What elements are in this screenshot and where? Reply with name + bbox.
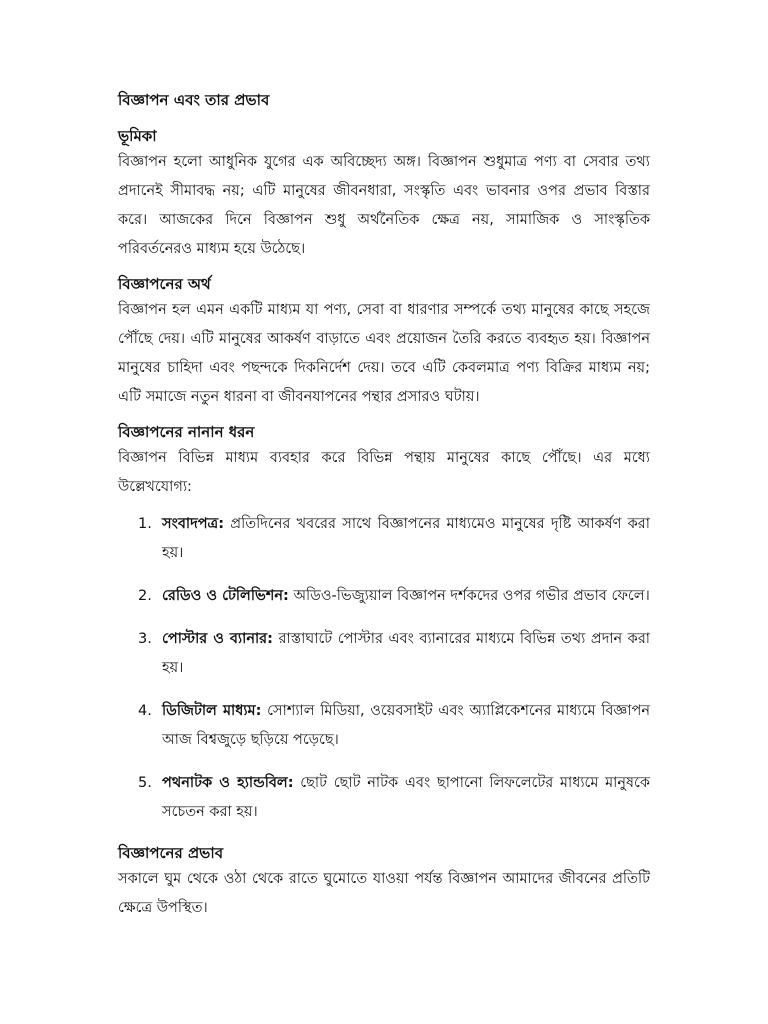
list-item-newspaper [118,510,650,568]
section-heading-impact: বিজ্ঞাপনের প্রভাব [118,844,224,862]
section-heading-introduction: ভূমিকা [118,127,157,145]
list-term: পথনাটক ও হ্যান্ডবিল: [162,775,294,791]
section-meaning [118,272,650,412]
list-text: সোশ্যাল মিডিয়া, ওয়েবসাইট এবং অ্যাপ্লিকেশনের মাধ্যমে বিজ্ঞাপন আজ বিশ্বজুড়ে ছড়িয়ে পড়েছে। [162,703,650,748]
list-term: রেডিও ও টেলিভিশন: [162,588,289,604]
document-title: বিজ্ঞাপন এবং তার প্রভাব [118,91,270,109]
list-item-digital [118,697,650,755]
list-term: ডিজিটাল মাধ্যম: [162,703,262,719]
section-paragraph-introduction: বিজ্ঞাপন হলো আধুনিক যুগের এক অবিচ্ছেদ্য অঙ্গ। বিজ্ঞাপন শুধুমাত্র পণ্য বা সেবার তথ্য প্রদানেই সীমাবদ্ধ নয়; এটি মানুষের জীবনধারা, সংস্কৃতি এবং ভাবনার ওপর প্রভাব বিস্তার করে। আজকের দিনে বিজ্ঞাপন শুধু অর্থনৈতিক ক্ষেত্র নয়, সামাজিক ও সাংস্কৃতিক পরিবর্তনেরও মাধ্যম হয়ে উঠেছে। [118,154,650,257]
section-types [118,420,650,827]
list-text: ছোট ছোট নাটক এবং ছাপানো লিফলেটের মাধ্যমে মানুষকে সচেতন করা হয়। [162,775,650,820]
advertising-types-list [118,510,650,827]
list-number: 3. [138,631,152,647]
section-paragraph-meaning: বিজ্ঞাপন হল এমন একটি মাধ্যম যা পণ্য, সেবা বা ধারণার সম্পর্কে তথ্য মানুষের কাছে সহজে পৌঁছে দেয়। এটি মানুষের আকর্ষণ বাড়াতে এবং প্রয়োজন তৈরি করতে ব্যবহৃত হয়। বিজ্ঞাপন মানুষের চাহিদা এবং পছন্দকে দিকনির্দেশ দেয়। তবে এটি কেবলমাত্র পণ্য বিক্রির মাধ্যম নয়; এটি সমাজে নতুন ধারনা বা জীবনযাপনের পন্থার প্রসারও ঘটায়। [118,302,650,405]
list-text: রাস্তাঘাটে পোস্টার এবং ব্যানারের মাধ্যমে বিভিন্ন তথ্য প্রদান করা হয়। [162,631,651,676]
list-item-poster-banner [118,625,650,683]
list-item-radio-tv [118,582,650,611]
section-heading-meaning: বিজ্ঞাপনের অর্থ [118,275,211,293]
list-number: 4. [138,703,152,719]
section-paragraph-impact: সকালে ঘুম থেকে ওঠা থেকে রাতে ঘুমোতে যাওয়া পর্যন্ত বিজ্ঞাপন আমাদের জীবনের প্রতিটি ক্ষেত্রে উপস্থিত। [118,871,650,916]
list-text: প্রতিদিনের খবরের সাথে বিজ্ঞাপনের মাধ্যমেও মানুষের দৃষ্টি আকর্ষণ করা হয়। [162,516,650,561]
list-number: 2. [138,588,152,604]
list-term: সংবাদপত্র: [162,516,225,532]
list-number: 1. [138,516,152,532]
document-page [118,88,650,931]
section-paragraph-types: বিজ্ঞাপন বিভিন্ন মাধ্যম ব্যবহার করে বিভিন্ন পন্থায় মানুষের কাছে পৌঁছে। এর মধ্যে উল্লেখযোগ্য: [118,450,650,495]
list-text: অডিও-ভিজ্যুয়াল বিজ্ঞাপন দর্শকদের ওপর গভীর প্রভাব ফেলে। [288,588,650,604]
section-heading-types: বিজ্ঞাপনের নানান ধরন [118,423,255,441]
section-impact [118,841,650,923]
list-item-street-play [118,769,650,827]
list-term: পোস্টার ও ব্যানার: [162,631,273,647]
section-introduction [118,124,650,264]
list-number: 5. [138,775,152,791]
